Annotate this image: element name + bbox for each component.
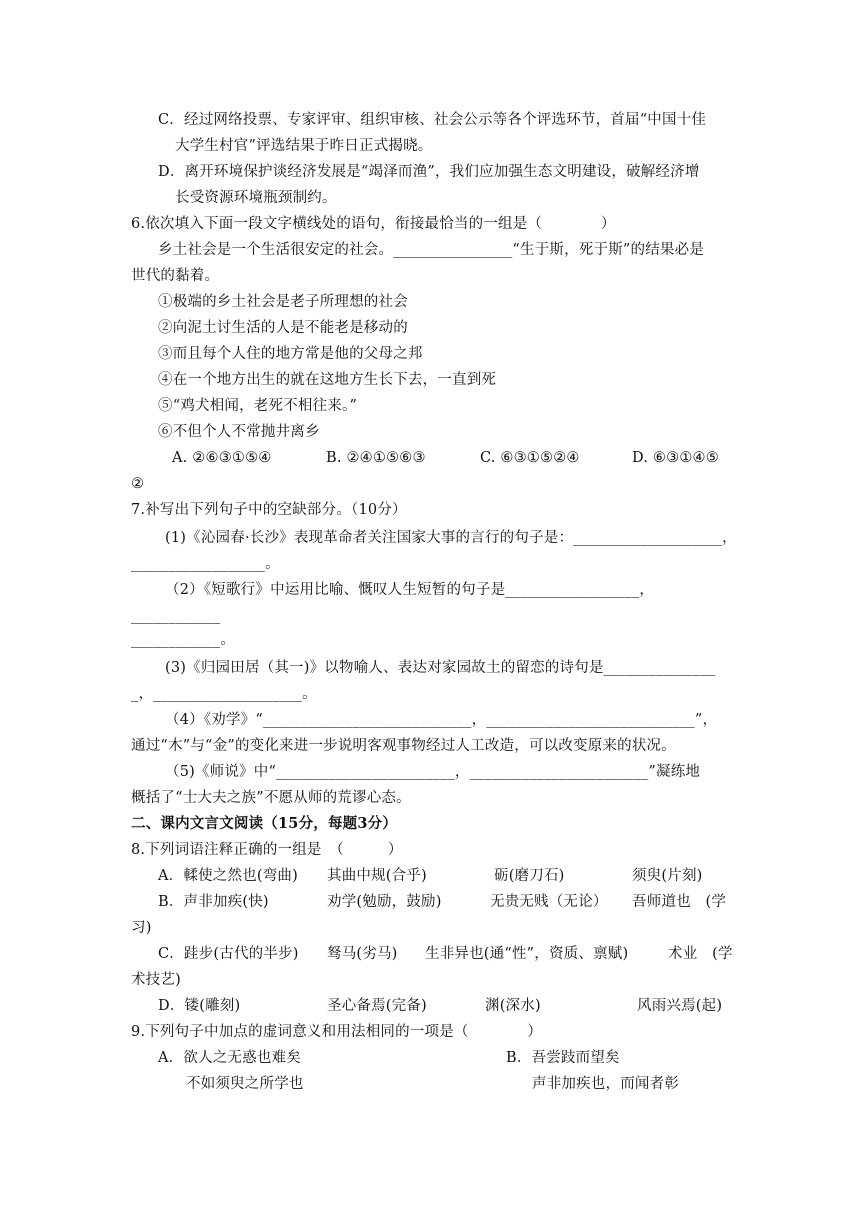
option-c-line-1: C．经过网络投票、专家评审、组织审核、社会公示等各个评选环节，首届“中国十佳: [158, 112, 707, 128]
question-8-title: 8.下列词语注释正确的一组是 （ ）: [131, 842, 403, 858]
question-6-title: 6.依次填入下面一段文字横线处的语句，衔接最恰当的一组是（ ）: [131, 216, 616, 232]
q6-sentence-5: ⑤“鸡犬相闻，老死不相往来。”: [158, 398, 358, 414]
q8-a-2: 其曲中规(合乎): [327, 868, 427, 884]
q7-item-1-wrap: __________________。: [131, 556, 280, 572]
q8-c-2: 驽马(劣马): [327, 946, 398, 962]
q6-option-c: C. ⑥③①⑤②④: [480, 450, 580, 466]
q6-sentence-3: ③而且每个人住的地方常是他的父母之邦: [158, 346, 423, 362]
q9-a-1: A．欲人之无惑也难矣: [158, 1050, 301, 1066]
q7-item-5: （5)《师说》中“________________________，________________________”凝练地: [165, 764, 701, 780]
q6-sentence-6: ⑥不但个人不常抛井离乡: [158, 424, 320, 440]
option-c-line-2: 大学生村官”评选结果于昨日正式揭晓。: [175, 138, 433, 154]
q6-sentence-4: ④在一个地方出生的就在这地方生长下去，一直到死: [158, 372, 497, 388]
q8-b-3: 无贵无贱（无论）: [490, 894, 608, 910]
q7-item-1: (1)《沁园春·长沙》表现革命者关注国家大事的言行的句子是：____________________，: [165, 530, 737, 546]
option-d-line-2: 长受资源环境瓶颈制约。: [175, 190, 337, 206]
q8-b-1: B．声非加疾(快): [158, 894, 269, 910]
section-2-heading: 二、课内文言文阅读（15分，每题3分）: [131, 815, 398, 832]
q8-c-wrap: 术技艺): [131, 972, 181, 988]
q7-item-3: (3)《归园田居（其一)》以物喻人、表达对家园故土的留恋的诗句是_______________: [165, 660, 716, 676]
q6-passage-line-1: 乡土社会是一个生活很安定的社会。________________“生于斯，死于斯”的结果必是: [158, 242, 705, 258]
q6-option-a: A. ②⑥③①⑤④: [172, 450, 272, 466]
q7-item-4-wrap: 通过“木”与“金”的变化来进一步说明客观事物经过人工改造，可以改变原来的状况。: [131, 738, 676, 754]
q8-d-4: 风雨兴焉(起): [637, 998, 723, 1014]
q9-b-1: B．吾尝跂而望矣: [506, 1050, 620, 1066]
q8-a-1: A．輮使之然也(弯曲): [158, 868, 298, 884]
q8-d-2: 圣心备焉(完备): [327, 998, 427, 1014]
q7-item-2: （2）《短歌行》中运用比喻、慨叹人生短暂的句子是__________________，: [165, 582, 655, 598]
q8-b-4: 吾师道也 (学: [632, 894, 727, 910]
q7-item-2-wrap-2: ____________。: [131, 632, 236, 648]
q8-d-1: D．镂(雕刻): [158, 998, 241, 1014]
q7-item-5-wrap: 概括了“士大夫之族”不愿从师的荒谬心态。: [131, 790, 411, 806]
q8-c-1: C．跬步(古代的半步): [158, 946, 299, 962]
q8-c-3: 生非异也(通“性”，资质、禀赋): [425, 946, 629, 962]
q6-option-d: D. ⑥③①④⑤: [632, 450, 719, 466]
q6-sentence-2: ②向泥土讨生活的人是不能老是移动的: [158, 320, 408, 336]
q6-option-b: B. ②④①⑤⑥③: [326, 450, 426, 466]
q8-c-4: 术业 (学: [668, 946, 733, 962]
question-7-title: 7.补写出下列句子中的空缺部分。（10分）: [131, 502, 407, 518]
q8-d-3: 渊(深水): [485, 998, 541, 1014]
option-d-line-1: D．离开环境保护谈经济发展是“竭泽而渔”，我们应加强生态文明建设，破解经济增: [158, 164, 700, 180]
q9-a-2: 不如须臾之所学也: [186, 1076, 304, 1092]
q8-b-2: 劝学(勉励，鼓励): [327, 894, 442, 910]
q8-a-3: 砺(磨刀石): [494, 868, 565, 884]
q6-passage-line-2: 世代的黏着。: [131, 268, 220, 284]
q8-b-wrap: 习): [131, 920, 152, 936]
q7-item-3-wrap: _，____________________。: [131, 686, 317, 702]
q6-sentence-1: ①极端的乡土社会是老子所理想的社会: [158, 294, 408, 310]
q7-item-2-wrap-1: ____________: [131, 608, 221, 624]
q9-b-2: 声非加疾也，而闻者彰: [532, 1076, 679, 1092]
q8-a-4: 须臾(片刻): [632, 868, 703, 884]
q6-option-d-wrap: ②: [131, 476, 145, 492]
question-9-title: 9.下列句子中加点的虚词意义和用法相同的一项是（ ）: [131, 1024, 543, 1040]
q7-item-4: （4）《劝学》“____________________________，____________________________”，: [165, 712, 718, 728]
